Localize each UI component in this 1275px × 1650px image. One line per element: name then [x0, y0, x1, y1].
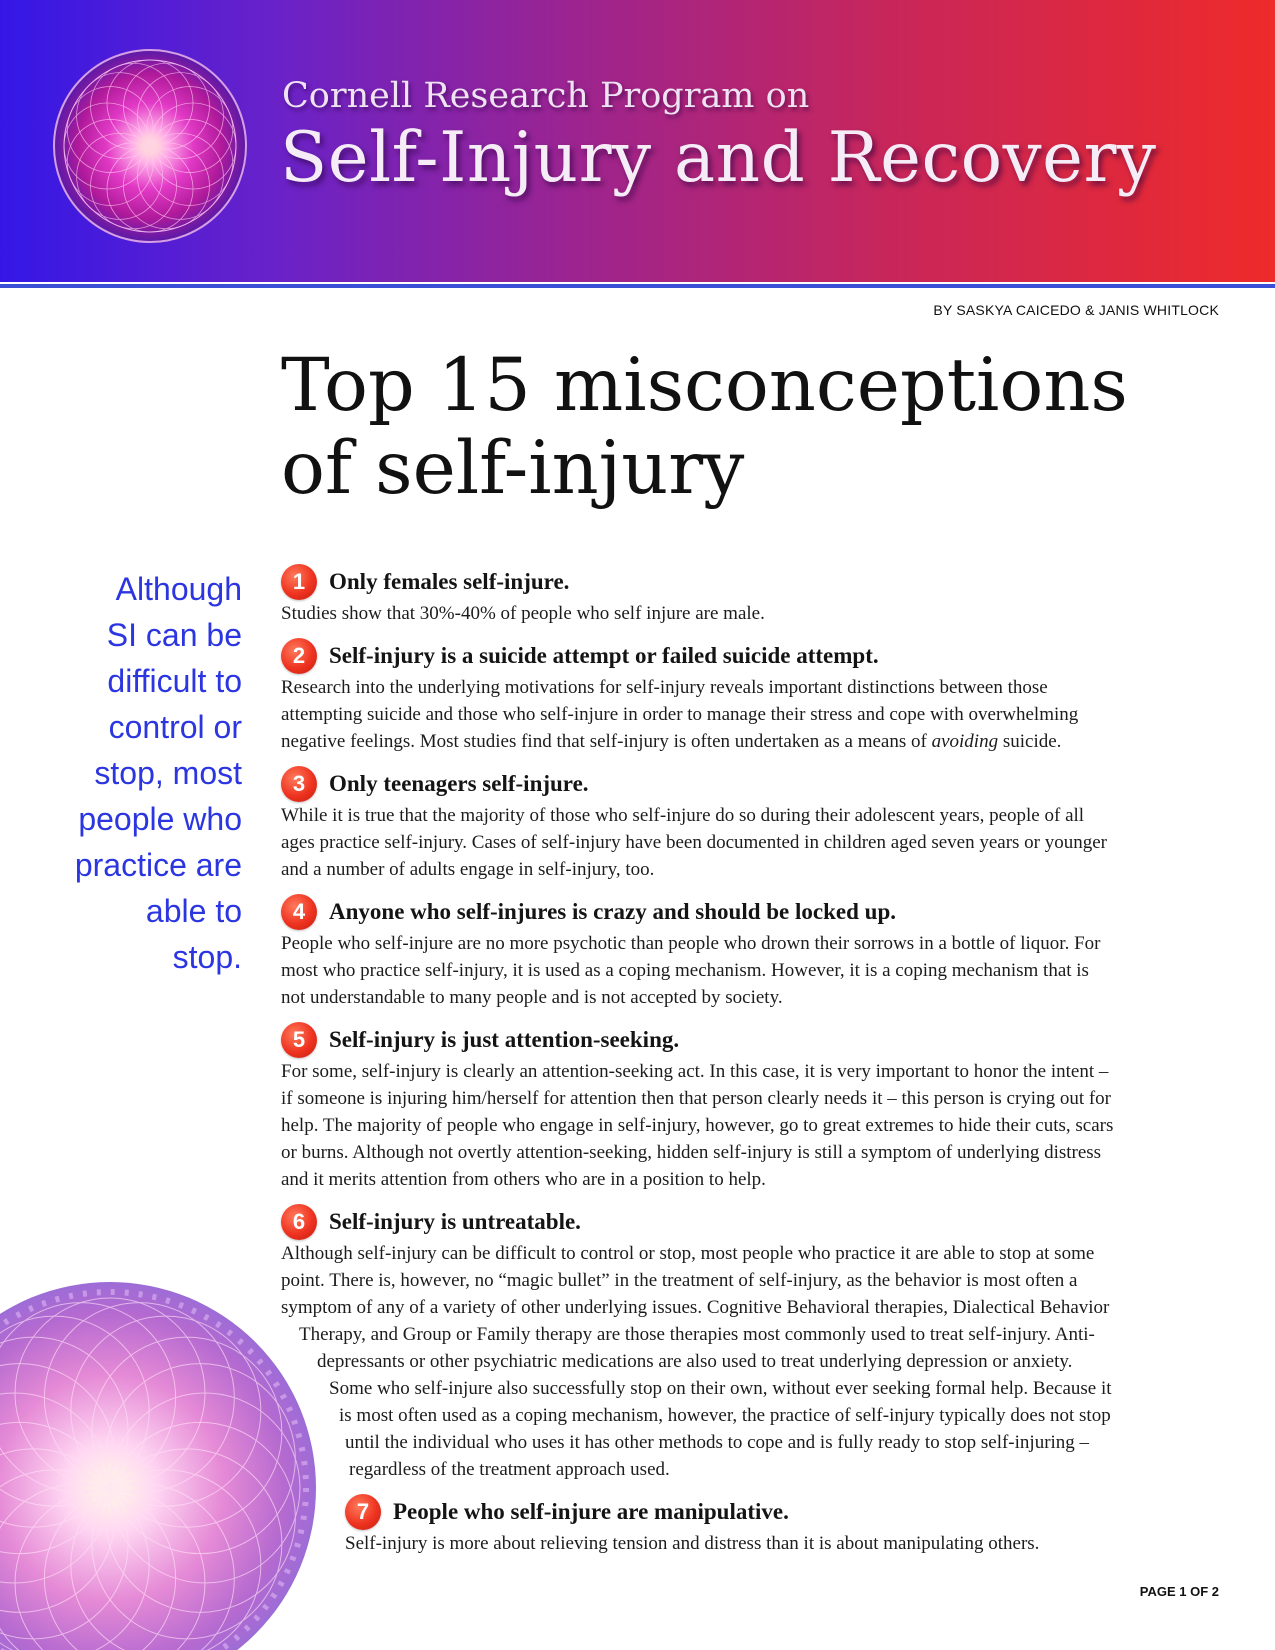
list-item: [281, 1023, 1221, 1193]
item-title: Only teenagers self-injure.: [329, 771, 589, 796]
item-heading: [281, 1205, 1221, 1239]
list-item: [281, 639, 1221, 755]
body-line: Although self-injury can be difficult to control or stop, most people who practice it are able to stop at some: [281, 1243, 1095, 1264]
pull-quote-line: practice are: [74, 847, 242, 883]
item-body: [281, 1240, 1221, 1483]
page-title-line-2: of self-injury: [281, 426, 745, 511]
body-line: depressants or other psychiatric medications are also used to treat underlying depression or anxiety.: [317, 1351, 1073, 1372]
list-item: [281, 565, 1221, 627]
body-line: [281, 728, 1221, 755]
list-item: [281, 1495, 1221, 1557]
body-line: is most often used as a coping mechanism, however, the practice of self-injury typically does not stop: [339, 1405, 1111, 1426]
body-line: Research into the underlying motivations for self-injury reveals important distinctions between those: [281, 677, 1048, 698]
page-title-line-1: Top 15 misconceptions: [281, 343, 1128, 428]
number-badge: 4: [281, 894, 317, 930]
list-item: [281, 767, 1221, 883]
item-title: Self-injury is a suicide attempt or failed suicide attempt.: [329, 643, 879, 668]
body-line: regardless of the treatment approach used.: [349, 1459, 670, 1480]
item-heading: [281, 767, 1221, 801]
pull-quote: [50, 566, 242, 980]
mandala-icon: [50, 46, 250, 246]
number-badge: 1: [281, 564, 317, 600]
item-heading: [345, 1495, 1221, 1529]
item-title: Anyone who self-injures is crazy and should be locked up.: [329, 899, 896, 924]
item-body: [281, 930, 1221, 1011]
emphasis-text: avoiding: [931, 731, 999, 752]
body-line: until the individual who uses it has other methods to cope and is fully ready to stop self-injuring –: [345, 1432, 1090, 1453]
item-body: [345, 1530, 1221, 1557]
pull-quote-line: Although: [115, 571, 242, 607]
list-item: [281, 1205, 1221, 1483]
body-line: if someone is injuring him/herself for attention then that person clearly needs it – this person is crying out for: [281, 1088, 1112, 1109]
number-badge: 7: [345, 1494, 381, 1530]
body-line: Therapy, and Group or Family therapy are those therapies most commonly used to treat self-injury. Anti-: [299, 1324, 1095, 1345]
pull-quote-line: SI can be: [106, 617, 242, 653]
number-badge: 6: [281, 1204, 317, 1240]
body-line: or burns. Although not overtly attention-seeking, hidden self-injury is still a symptom of underlying distress: [281, 1142, 1102, 1163]
mandala-decoration-icon: [0, 1278, 320, 1650]
item-title: Self-injury is just attention-seeking.: [329, 1027, 680, 1052]
body-line: attempting suicide and those who self-injure in order to manage their stress and cope with overwhelming: [281, 704, 1079, 725]
body-line: symptom of any of a variety of other underlying issues. Cognitive Behavioral therapies, Dialectical Behavior: [281, 1297, 1110, 1318]
page-title: [281, 344, 1128, 510]
pull-quote-line: people who: [78, 801, 242, 837]
number-badge: 2: [281, 638, 317, 674]
header-rule: [0, 284, 1275, 288]
list-item: [281, 895, 1221, 1011]
pull-quote-line: control or: [108, 709, 242, 745]
banner-subtitle: Cornell Research Program on: [282, 76, 810, 116]
body-line: and a number of adults engage in self-injury, too.: [281, 859, 655, 880]
body-line: For some, self-injury is clearly an attention-seeking act. In this case, it is very important to honor the intent –: [281, 1061, 1109, 1082]
banner-title: Self-Injury and Recovery: [280, 118, 1157, 198]
body-line: help. The majority of people who engage in self-injury, however, go to great extremes to hide their cuts, scars: [281, 1115, 1114, 1136]
body-text: suicide.: [998, 731, 1062, 752]
item-body: [281, 1058, 1221, 1193]
item-heading: [281, 565, 1221, 599]
pull-quote-line: difficult to: [107, 663, 242, 699]
body-line: not understandable to many people and is not accepted by society.: [281, 987, 783, 1008]
body-line: and it merits attention from others who are in a position to help.: [281, 1169, 766, 1190]
number-badge: 5: [281, 1022, 317, 1058]
body-line: Some who self-injure also successfully stop on their own, without ever seeking formal help. Because it: [329, 1378, 1112, 1399]
pull-quote-line: stop, most: [94, 755, 242, 791]
body-line: People who self-injure are no more psychotic than people who drown their sorrows in a bottle of liquor. For: [281, 933, 1101, 954]
misconceptions-list: [281, 565, 1221, 1569]
body-line: Studies show that 30%-40% of people who self injure are male.: [281, 603, 765, 624]
item-title: Only females self-injure.: [329, 569, 570, 594]
item-title: Self-injury is untreatable.: [329, 1209, 581, 1234]
item-heading: [281, 1023, 1221, 1057]
body-text: negative feelings. Most studies find that self-injury is often undertaken as a means of: [281, 731, 932, 752]
pull-quote-line: stop.: [172, 939, 242, 975]
item-body: [281, 802, 1221, 883]
body-line: point. There is, however, no “magic bullet” in the treatment of self-injury, as the behavior is most often a: [281, 1270, 1078, 1291]
item-heading: [281, 895, 1221, 929]
body-line: While it is true that the majority of those who self-injure do so during their adolescent years, people of all: [281, 805, 1085, 826]
item-title: People who self-injure are manipulative.: [393, 1499, 789, 1524]
item-heading: [281, 639, 1221, 673]
item-body: [281, 674, 1221, 755]
body-line: ages practice self-injury. Cases of self-injury have been documented in children aged seven years or younger: [281, 832, 1108, 853]
item-body: [281, 600, 1221, 627]
page-number: PAGE 1 OF 2: [1139, 1584, 1219, 1599]
number-badge: 3: [281, 766, 317, 802]
pull-quote-line: able to: [145, 893, 242, 929]
body-line: most who practice self-injury, it is used as a coping mechanism. However, it is a coping mechanism that is: [281, 960, 1089, 981]
byline: BY SASKYA CAICEDO & JANIS WHITLOCK: [933, 302, 1219, 318]
body-line: Self-injury is more about relieving tension and distress than it is about manipulating others.: [345, 1533, 1040, 1554]
